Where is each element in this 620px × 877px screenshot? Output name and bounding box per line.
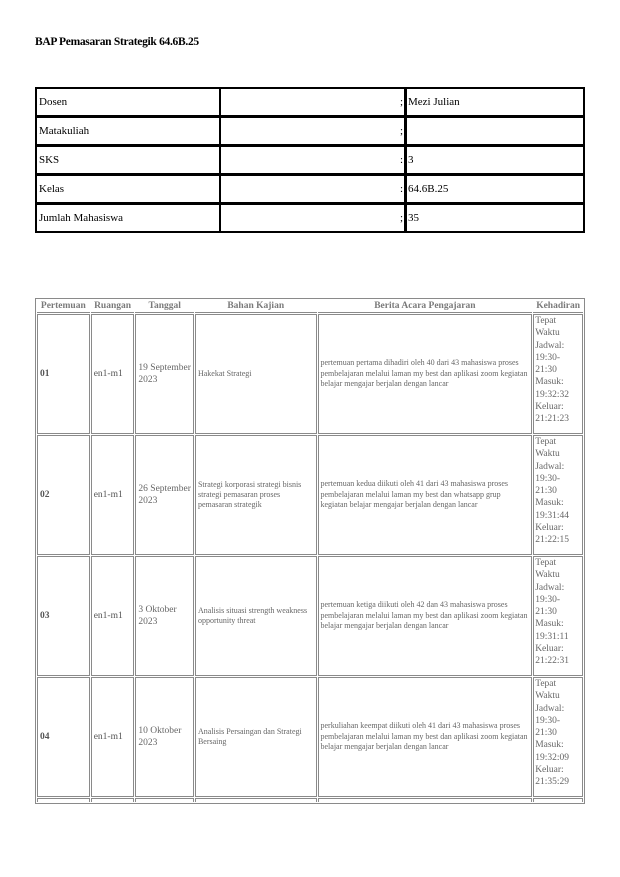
header-tanggal: Tanggal	[135, 300, 194, 313]
schedule-header-row	[37, 300, 583, 313]
kehadiran-line: 19:30-	[535, 715, 560, 726]
kehadiran-line: 19:30-	[535, 352, 560, 363]
cell-kehadiran	[533, 556, 583, 676]
info-value: 3	[406, 145, 585, 174]
info-label: Dosen	[35, 87, 220, 116]
cell-berita-acara: pertemuan kedua diikuti oleh 41 dari 43 mahasiswa proses pembelajaran melalui laman my best dan whatsapp grup kegiatan belajar mengajar berjalan dengan lancar	[318, 435, 533, 555]
kehadiran-line: Tepat	[535, 437, 557, 447]
info-table	[35, 87, 585, 233]
header-ruangan: Ruangan	[91, 300, 135, 313]
info-value: 64.6B.25	[406, 174, 585, 203]
info-label: Kelas	[35, 174, 220, 203]
cell-ruangan: en1-m1	[91, 556, 135, 676]
cell-tanggal: 19 September 2023	[135, 314, 194, 434]
cell-kehadiran	[533, 314, 583, 434]
header-bahan-kajian: Bahan Kajian	[195, 300, 317, 313]
cell-pertemuan: 02	[37, 435, 90, 555]
info-value: 35	[406, 203, 585, 233]
kehadiran-line: 19:31:11	[535, 631, 569, 642]
kehadiran-line: Tepat	[535, 679, 557, 689]
kehadiran-line: Waktu	[535, 691, 560, 702]
kehadiran-line: Jadwal:	[535, 703, 565, 714]
cell-tanggal: 10 Oktober 2023	[135, 677, 194, 797]
info-row	[35, 203, 585, 233]
kehadiran-line: Jadwal:	[535, 340, 565, 351]
cell-kehadiran	[533, 677, 583, 797]
info-label: Matakuliah	[35, 116, 220, 145]
kehadiran-line: Keluar:	[535, 402, 564, 413]
kehadiran-line: Masuk:	[535, 377, 564, 388]
info-row	[35, 174, 585, 203]
kehadiran-line: 21:30	[535, 728, 557, 739]
continuation-cell	[135, 798, 194, 802]
info-separator: ;	[220, 116, 406, 145]
cell-bahan-kajian: Strategi korporasi strategi bisnis strategi pemasaran proses pemasaran strategik	[195, 435, 317, 555]
header-pertemuan: Pertemuan	[37, 300, 90, 313]
cell-ruangan: en1-m1	[91, 435, 135, 555]
kehadiran-line: Waktu	[535, 328, 560, 339]
kehadiran-line: Tepat	[535, 316, 557, 326]
kehadiran-line: 21:30	[535, 486, 557, 497]
info-row	[35, 145, 585, 174]
kehadiran-line: 19:31:44	[535, 510, 569, 521]
cell-bahan-kajian: Hakekat Strategi	[195, 314, 317, 434]
cell-pertemuan: 03	[37, 556, 90, 676]
info-separator: :	[220, 174, 406, 203]
kehadiran-line: Waktu	[535, 449, 560, 460]
cell-bahan-kajian: Analisis Persaingan dan Strategi Bersaing	[195, 677, 317, 797]
continuation-cell	[533, 798, 583, 802]
kehadiran-line: 21:22:31	[535, 656, 569, 667]
info-separator: ;	[220, 87, 406, 116]
info-row	[35, 116, 585, 145]
cell-berita-acara: pertemuan pertama dihadiri oleh 40 dari 43 mahasiswa proses pembelajaran melalui laman my best dan aplikasi zoom kegiatan belajar mengajar berjalan dengan lancar	[318, 314, 533, 434]
kehadiran-line: Jadwal:	[535, 461, 565, 472]
cell-bahan-kajian: Analisis situasi strength weakness opportunity threat	[195, 556, 317, 676]
cell-kehadiran	[533, 435, 583, 555]
schedule-row	[37, 677, 583, 797]
kehadiran-line: 21:22:15	[535, 535, 569, 546]
cell-berita-acara: pertemuan ketiga diikuti oleh 42 dan 43 mahasiswa proses pembelajaran melalui laman my best dan aplikasi zoom kegiatan belajar mengajar berjalan dengan lancar	[318, 556, 533, 676]
header-berita-acara: Berita Acara Pengajaran	[318, 300, 533, 313]
continuation-cell	[37, 798, 90, 802]
info-separator: :	[220, 145, 406, 174]
kehadiran-line: 21:30	[535, 365, 557, 376]
kehadiran-line: Keluar:	[535, 765, 564, 776]
info-separator: ;	[220, 203, 406, 233]
kehadiran-line: Keluar:	[535, 644, 564, 655]
kehadiran-line: Tepat	[535, 558, 557, 568]
info-row	[35, 87, 585, 116]
schedule-row	[37, 435, 583, 555]
kehadiran-line: Waktu	[535, 570, 560, 581]
header-kehadiran: Kehadiran	[533, 300, 583, 313]
cell-berita-acara: perkuliahan keempat diikuti oleh 41 dari 43 mahasiswa proses pembelajaran melalui laman my best dan aplikasi zoom kegiatan belajar mengajar berjalan dengan lancar	[318, 677, 533, 797]
kehadiran-line: 21:21:23	[535, 414, 569, 425]
kehadiran-line: Keluar:	[535, 523, 564, 534]
continuation-cell	[318, 798, 533, 802]
cell-tanggal: 3 Oktober 2023	[135, 556, 194, 676]
schedule-row	[37, 556, 583, 676]
info-value	[406, 116, 585, 145]
kehadiran-line: Masuk:	[535, 619, 564, 630]
info-label: SKS	[35, 145, 220, 174]
kehadiran-line: Masuk:	[535, 740, 564, 751]
schedule-row-continuation	[37, 798, 583, 802]
kehadiran-line: 19:30-	[535, 594, 560, 605]
cell-pertemuan: 01	[37, 314, 90, 434]
page-title: BAP Pemasaran Strategik 64.6B.25	[35, 36, 199, 48]
info-value: Mezi Julian	[406, 87, 585, 116]
schedule-table	[35, 298, 585, 804]
cell-tanggal: 26 September 2023	[135, 435, 194, 555]
kehadiran-line: 21:35:29	[535, 777, 569, 788]
cell-ruangan: en1-m1	[91, 677, 135, 797]
cell-ruangan: en1-m1	[91, 314, 135, 434]
kehadiran-line: Jadwal:	[535, 582, 565, 593]
kehadiran-line: 19:32:32	[535, 389, 569, 400]
kehadiran-line: 19:30-	[535, 473, 560, 484]
schedule-row	[37, 314, 583, 434]
info-label: Jumlah Mahasiswa	[35, 203, 220, 233]
kehadiran-line: 19:32:09	[535, 752, 569, 763]
cell-pertemuan: 04	[37, 677, 90, 797]
kehadiran-line: 21:30	[535, 607, 557, 618]
continuation-cell	[91, 798, 135, 802]
kehadiran-line: Masuk:	[535, 498, 564, 509]
continuation-cell	[195, 798, 317, 802]
